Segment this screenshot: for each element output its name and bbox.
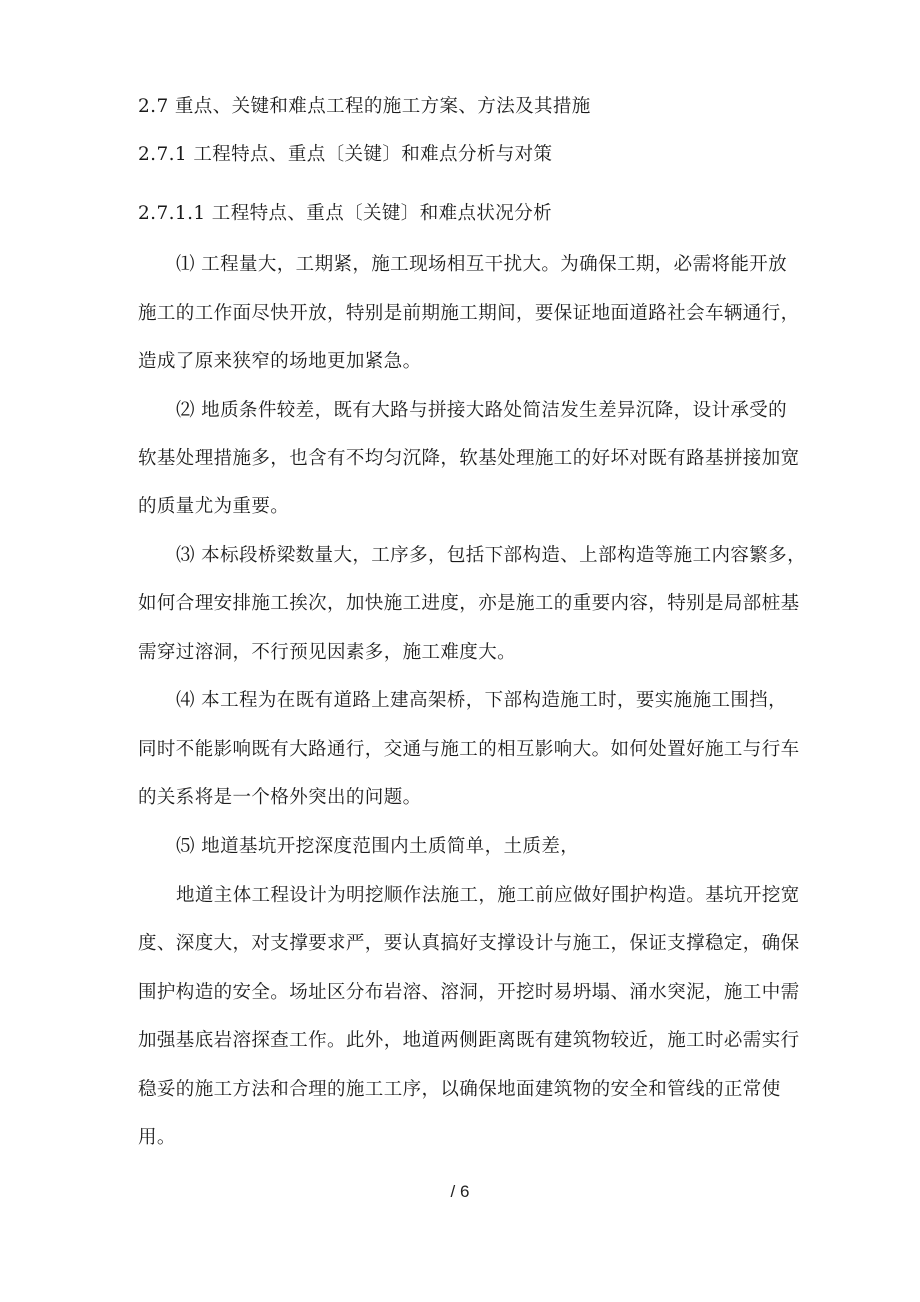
paragraph-1-line-2: 施工的工作面尽快开放，特别是前期施工期间，要保证地面道路社会车辆通行， <box>138 303 800 324</box>
paragraph-6-line-6: 用。 <box>138 1127 176 1148</box>
paragraph-6-line-5: 稳妥的施工方法和合理的施工工序，以确保地面建筑物的安全和管线的正常使 <box>138 1079 781 1100</box>
paragraph-6-line-4: 加强基底岩溶探查工作。此外，地道两侧距离既有建筑物较近，施工时必需实行 <box>138 1030 800 1051</box>
paragraph-2-line-3: 的质量尤为重要。 <box>138 496 290 517</box>
paragraph-2-line-2: 软基处理措施多，也含有不均匀沉降，软基处理施工的好坏对既有路基拼接加宽 <box>138 448 800 469</box>
paragraph-3-line-1: ⑶ 本标段桥梁数量大，工序多，包括下部构造、上部构造等施工内容繁多， <box>176 545 806 566</box>
paragraph-5-line-1: ⑸ 地道基坑开挖深度范围内土质简单，土质差， <box>176 836 580 857</box>
paragraph-6-line-1: 地道主体工程设计为明挖顺作法施工，施工前应做好围护构造。基坑开挖宽 <box>176 885 800 906</box>
paragraph-4-line-1: ⑷ 本工程为在既有道路上建高架桥，下部构造施工时，要实施施工围挡， <box>176 690 788 711</box>
paragraph-3-line-2: 如何合理安排施工挨次，加快施工进度，亦是施工的重要内容，特别是局部桩基 <box>138 593 800 614</box>
paragraph-1-line-1: ⑴ 工程量大，工期紧，施工现场相互干扰大。为确保工期，必需将能开放 <box>176 254 788 275</box>
section-heading-2-7: 2.7 重点、关键和难点工程的施工方案、方法及其措施 <box>138 96 591 117</box>
paragraph-4-line-2: 同时不能影响既有大路通行，交通与施工的相互影响大。如何处置好施工与行车 <box>138 739 800 760</box>
paragraph-6-line-2: 度、深度大，对支撑要求严，要认真搞好支撑设计与施工，保证支撑稳定，确保 <box>138 933 800 954</box>
paragraph-4-line-3: 的关系将是一个格外突出的问题。 <box>138 787 422 808</box>
page-indicator: / 6 <box>450 1182 470 1201</box>
section-heading-2-7-1: 2.7.1 工程特点、重点〔关键〕和难点分析与对策 <box>138 144 553 165</box>
paragraph-1-line-3: 造成了原来狭窄的场地更加紧急。 <box>138 351 422 372</box>
paragraph-2-line-1: ⑵ 地质条件较差，既有大路与拼接大路处简洁发生差异沉降，设计承受的 <box>176 400 788 421</box>
section-heading-2-7-1-1: 2.7.1.1 工程特点、重点〔关键〕和难点状况分析 <box>138 203 553 224</box>
paragraph-6-line-3: 围护构造的安全。场址区分布岩溶、溶洞，开挖时易坍塌、涌水突泥，施工中需 <box>138 982 800 1003</box>
paragraph-3-line-3: 需穿过溶洞，不行预见因素多，施工难度大。 <box>138 642 517 663</box>
